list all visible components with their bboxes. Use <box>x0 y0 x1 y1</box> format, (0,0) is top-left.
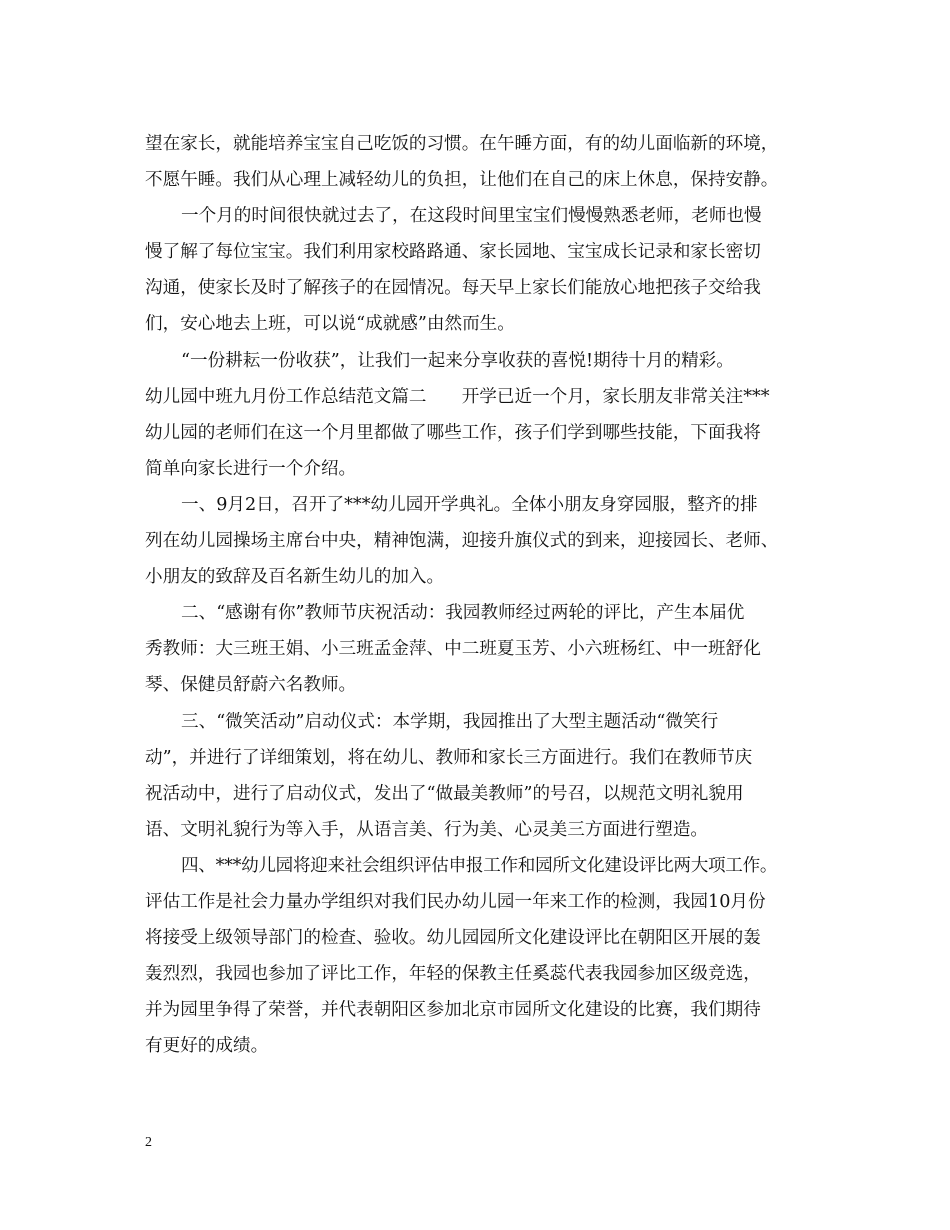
text-line: 有更好的成绩。 <box>145 1036 269 1057</box>
text-line: 四、***幼儿园将迎来社会组织评估申报工作和园所文化建设评比两大项工作。 <box>181 855 778 876</box>
text-line: 慢了解了每位宝宝。我们利用家校路路通、家长园地、宝宝成长记录和家长密切 <box>145 242 761 263</box>
text-line: 祝活动中，进行了启动仪式，发出了“做最美教师”的号召，以规范文明礼貌用 <box>145 783 744 804</box>
text-line: 一、9月2日，召开了***幼儿园开学典礼。全体小朋友身穿园服，整齐的排 <box>181 494 758 515</box>
text-line: 秀教师：大三班王娟、小三班孟金萍、中二班夏玉芳、小六班杨红、中一班舒化 <box>145 639 761 660</box>
text-line: “一份耕耘一份收获”，让我们一起来分享收获的喜悦!期待十月的精彩。 <box>181 350 734 371</box>
text-line: 轰烈烈，我园也参加了评比工作，年轻的保教主任奚蕊代表我园参加区级竞选， <box>145 964 761 985</box>
text-line: 并为园里争得了荣誉，并代表朝阳区参加北京市园所文化建设的比赛，我们期待 <box>145 1000 761 1021</box>
text-line: 一个月的时间很快就过去了，在这段时间里宝宝们慢慢熟悉老师，老师也慢 <box>181 206 762 227</box>
text-line: 们，安心地去上班，可以说“成就感”由然而生。 <box>145 314 515 335</box>
text-line: 二、“感谢有你”教师节庆祝活动：我园教师经过两轮的评比，产生本届优 <box>181 603 745 624</box>
text-line: 语、文明礼貌行为等入手，从语言美、行为美、心灵美三方面进行塑造。 <box>145 819 709 840</box>
text-line: 动”，并进行了详细策划，将在幼儿、教师和家长三方面进行。我们在教师节庆 <box>145 747 753 768</box>
text-line: 简单向家长进行一个介绍。 <box>145 458 357 479</box>
text-line: 幼儿园的老师们在这一个月里都做了哪些工作，孩子们学到哪些技能，下面我将 <box>145 422 761 443</box>
page-number: 2 <box>145 1135 152 1150</box>
text-line: 不愿午睡。我们从心理上减轻幼儿的负担，让他们在自己的床上休息，保持安静。 <box>145 170 779 191</box>
text-line: 三、“微笑活动”启动仪式：本学期，我园推出了大型主题活动“微笑行 <box>181 711 719 732</box>
text-line: 小朋友的致辞及百名新生幼儿的加入。 <box>145 567 445 588</box>
text-line: 望在家长，就能培养宝宝自己吃饭的习惯。在午睡方面，有的幼儿面临新的环境， <box>145 134 779 154</box>
text-line: 评估工作是社会力量办学组织对我们民办幼儿园一年来工作的检测，我园10月份 <box>145 891 766 912</box>
text-line: 幼儿园中班九月份工作总结范文篇二 开学已近一个月，家长朋友非常关注*** <box>145 386 770 407</box>
document-body <box>145 126 835 1064</box>
text-line: 将接受上级领导部门的检查、验收。幼儿园园所文化建设评比在朝阳区开展的轰 <box>145 928 761 949</box>
text-line: 沟通，使家长及时了解孩子的在园情况。每天早上家长们能放心地把孩子交给我 <box>145 278 761 299</box>
text-line: 列在幼儿园操场主席台中央，精神饱满，迎接升旗仪式的到来，迎接园长、老师、 <box>145 531 779 552</box>
text-line: 琴、保健员舒蔚六名教师。 <box>145 675 357 696</box>
